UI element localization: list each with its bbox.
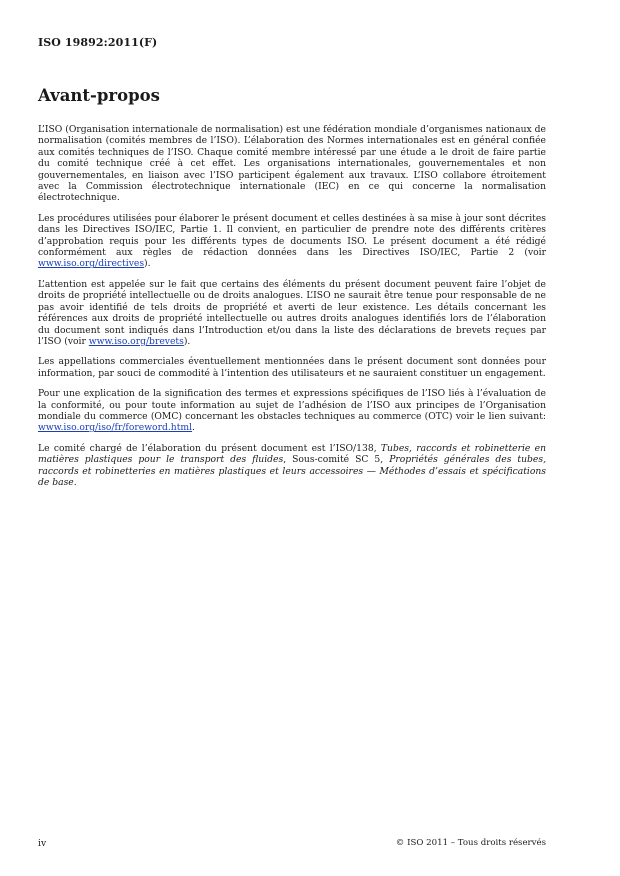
paragraph-iso-intro: L’ISO (Organisation internationale de normalisation) est une fédération mondiale d’organismes nationaux de normalisation (comités membres de l’ISO). L’élaboration des Normes internationales est en général confiée aux comités techniques de l’ISO. Chaque comité membre intéressé par une étude a le droit de faire partie du comité technique créé à cet effet. Les organisations internationales, gouvernementales et non gouvernementales, en liaison avec l’ISO participent également aux travaux. L’ISO collabore étroitement avec la Commission électrotechnique internationale (IEC) en ce qui concerne la normalisation électrotechnique. <box>38 124 546 204</box>
foreword-body <box>38 124 546 497</box>
page-number: iv <box>38 838 47 849</box>
document-id: ISO 19892:2011(F) <box>38 36 158 49</box>
paragraph-patents <box>38 279 546 347</box>
page-title: Avant-propos <box>38 86 160 105</box>
committee-tc-title: Tubes, raccords et robinetterie en matières plastiques pour le transport des fluides <box>38 442 546 466</box>
paragraph-procedures-text: Les procédures utilisées pour élaborer le présent document et celles destinées à sa mise à jour sont décrites dans les Directives ISO/IEC, Partie 1. Il convient, en particulier de prendre note des différents critères d’approbation requis pour les différents types de documents ISO. Le présent document a été rédigé conformément aux règles de rédaction données dans les Directives ISO/IEC, Partie 2 (voir <box>38 212 546 259</box>
paragraph-conformity-text: Pour une explication de la signification des termes et expressions spécifiques de l’ISO liés à l’évaluation de la conformité, ou pour toute information au sujet de l’adhésion de l’ISO aux principes de l’Organisation mondiale du commerce (OMC) concernant les obstacles techniques au commerce (OTC) voir le lien suivant: <box>38 388 546 422</box>
committee-sc-title: Propriétés générales des tubes, raccords et robinetteries en matières plastiques et leurs accessoires — Méthodes d’essais et spécifications de base <box>38 454 546 488</box>
committee-text-e: . <box>73 476 77 488</box>
paragraph-conformity-end: . <box>192 422 195 434</box>
paragraph-patents-end: ). <box>183 335 191 347</box>
committee-text-a: Le comité chargé de l’élaboration du présent document est l’ISO/138, <box>38 442 381 454</box>
paragraph-committee <box>38 443 546 489</box>
copyright-notice: © ISO 2011 – Tous droits réservés <box>395 838 546 848</box>
patents-link[interactable]: www.iso.org/brevets <box>88 335 184 347</box>
foreword-link[interactable]: www.iso.org/iso/fr/foreword.html <box>38 422 193 434</box>
paragraph-patents-text: L’attention est appelée sur le fait que certains des éléments du présent document peuvent faire l’objet de droits de propriété intellectuelle ou de droits analogues. L’ISO ne saurait être tenue pour responsable de ne pas avoir identifié de tels droits de propriété et averti de leur existence. Les détails concernant les références aux droits de propriété intellectuelle ou autres droits analogues identifiés lors de l’élaboration du document sont indiqués dans l’Introduction et/ou dans la liste des déclarations de brevets reçues par l’ISO (voir <box>38 278 546 347</box>
paragraph-procedures <box>38 213 546 270</box>
paragraph-procedures-end: ). <box>144 258 151 270</box>
directives-link[interactable]: www.iso.org/directives <box>38 258 145 270</box>
paragraph-conformity <box>38 388 546 434</box>
committee-text-c: , Sous-comité SC 5, <box>283 454 390 466</box>
paragraph-trade-names: Les appellations commerciales éventuellement mentionnées dans le présent document sont données pour information, par souci de commodité à l’intention des utilisateurs et ne sauraient constituer un engagement. <box>38 356 546 379</box>
